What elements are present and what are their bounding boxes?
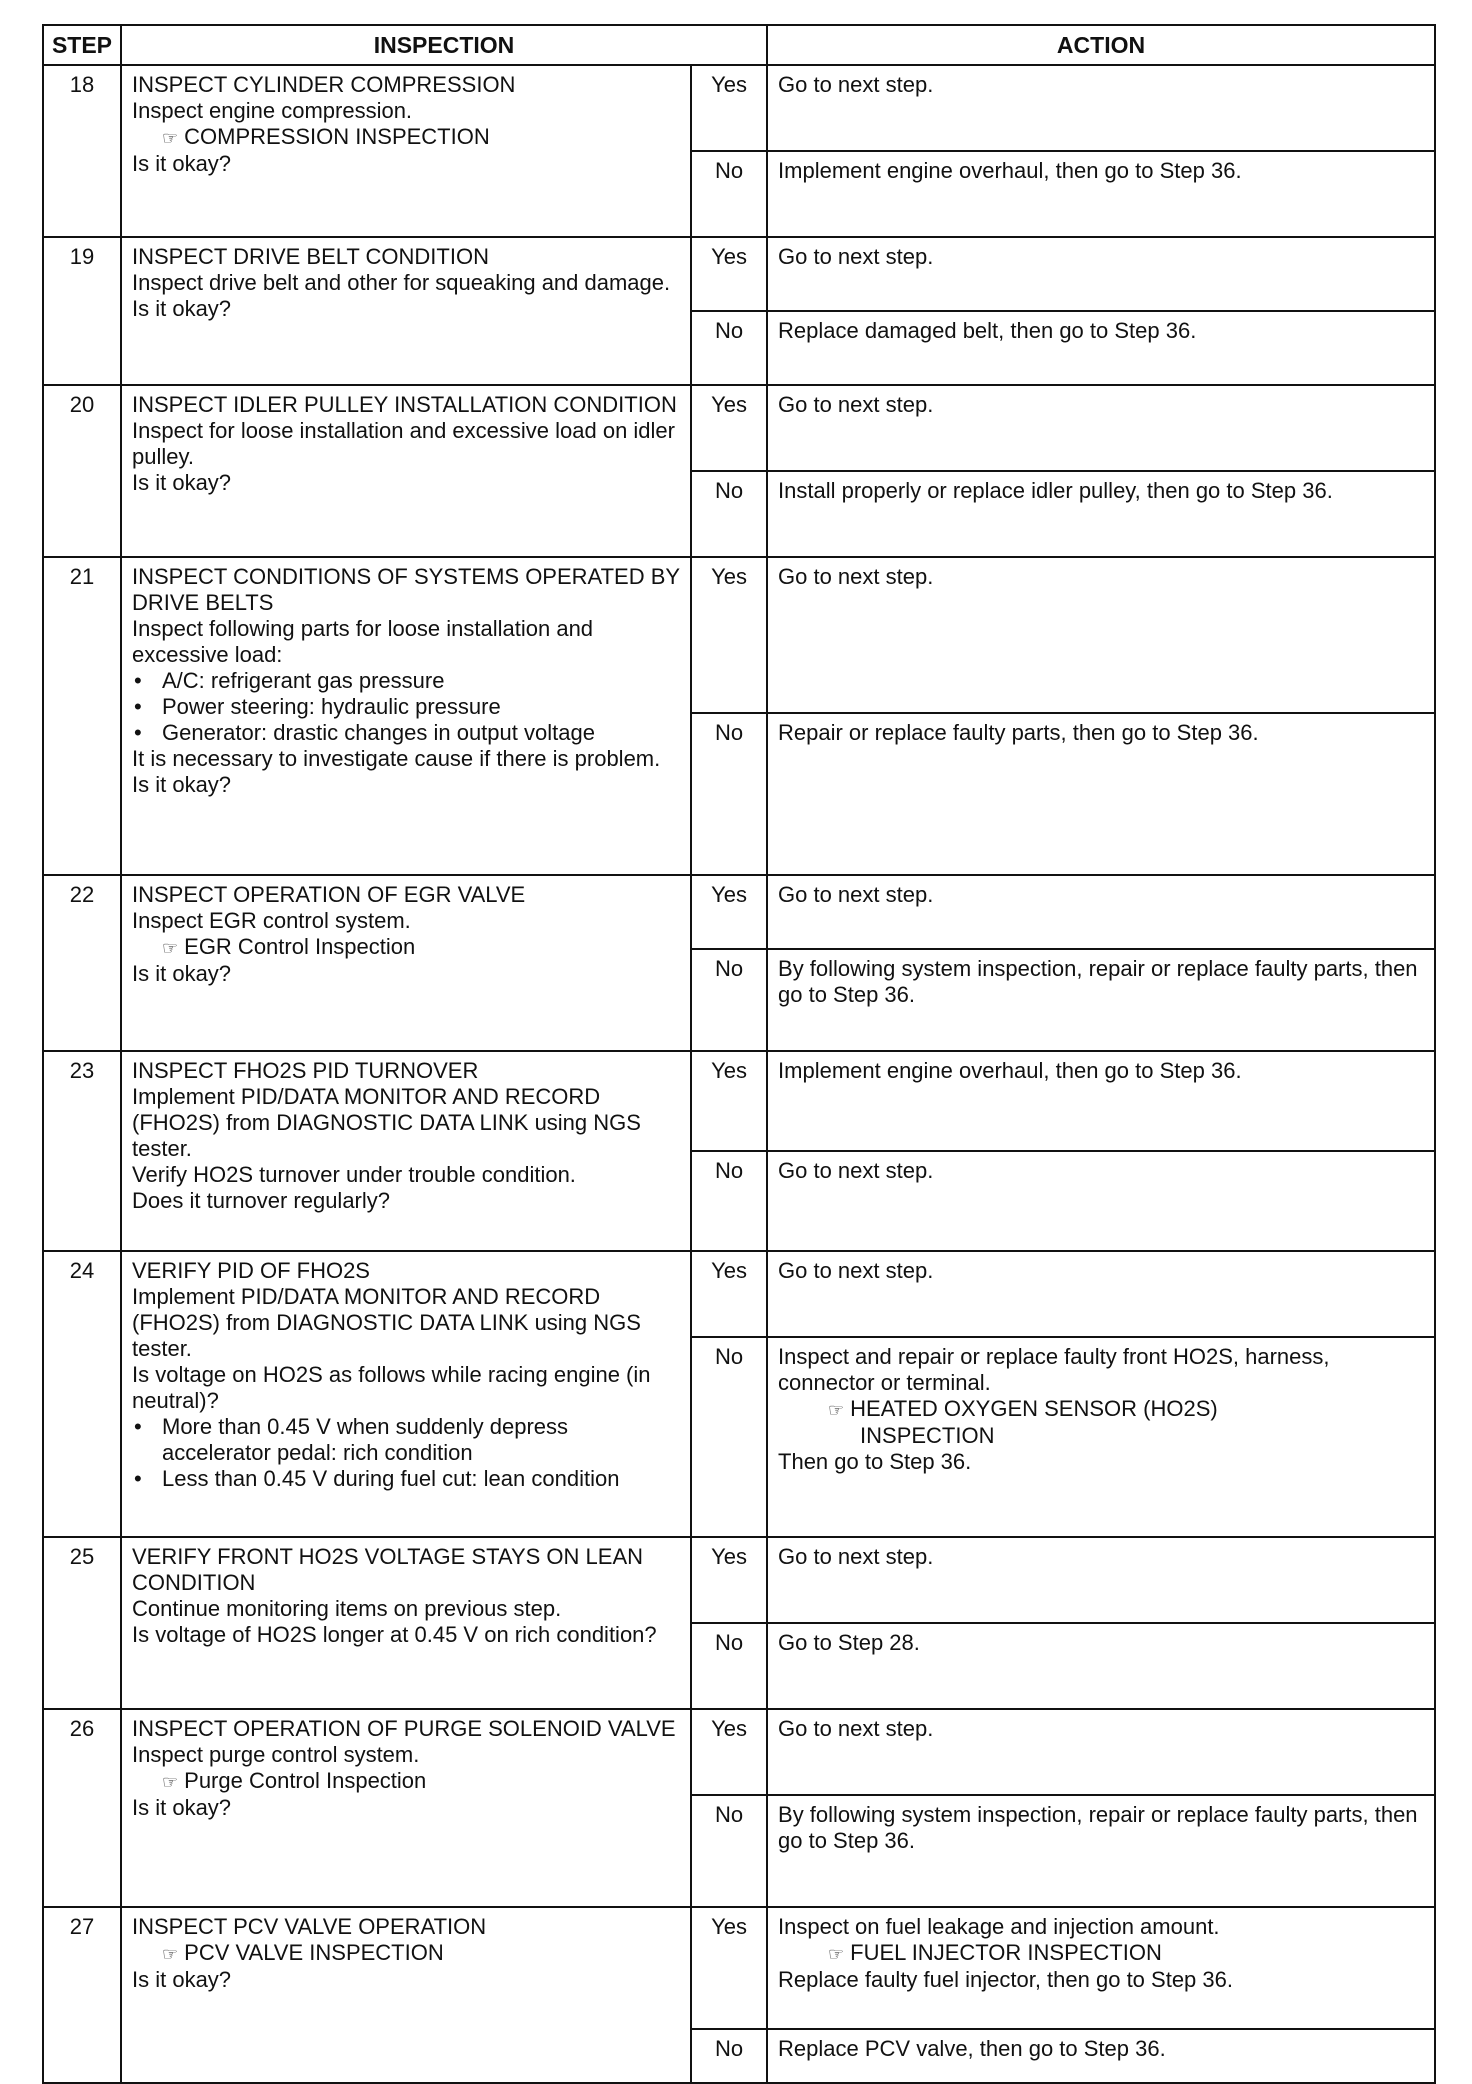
action-text: Go to next step. [778,1158,934,1183]
pointing-hand-icon: ☞ [828,1400,845,1420]
inspection-text: Inspect for loose installation and excessive load on idler pulley. [132,418,682,469]
inspection-text: Inspect purge control system. [132,1742,420,1767]
yes-label: Yes [691,237,767,311]
action-text: Inspect on fuel leakage and injection amount. [778,1914,1220,1939]
action-text: Go to next step. [778,1258,934,1283]
table-row [43,557,1435,713]
no-label: No [691,311,767,385]
action-text: Go to Step 28. [778,1630,920,1655]
yes-label: Yes [691,1251,767,1337]
bullet-icon: • [134,694,142,719]
action-text: Go to next step. [778,1544,934,1569]
action-text: Go to next step. [778,564,934,589]
inspection-text: Inspect following parts for loose installation and excessive load: [132,616,600,667]
reference-label: FUEL INJECTOR INSPECTION [850,1940,1162,1965]
inspection-text: Is voltage of HO2S longer at 0.45 V on rich condition? [132,1622,657,1647]
no-action [767,949,1435,1051]
yes-action [767,385,1435,471]
pointing-hand-icon: ☞ [162,1772,179,1792]
no-label: No [691,471,767,557]
inspection-text: Is it okay? [132,772,232,797]
no-label: No [691,1337,767,1537]
header-inspection: INSPECTION [121,25,767,65]
inspection-title: INSPECT OPERATION OF EGR VALVE [132,882,526,907]
bullet-text: A/C: refrigerant gas pressure [162,668,445,693]
action-text: Replace faulty fuel injector, then go to Step 36. [778,1967,1233,1992]
yes-action [767,557,1435,713]
yes-action [767,1709,1435,1795]
action-text: Implement engine overhaul, then go to Step 36. [778,1058,1242,1083]
action-text: Inspect and repair or replace faulty front HO2S, harness, connector or terminal. [778,1344,1336,1395]
no-action [767,151,1435,237]
action-text: Then go to Step 36. [778,1449,972,1474]
table-row [43,65,1435,151]
action-text: Install properly or replace idler pulley, then go to Step 36. [778,478,1333,503]
no-label: No [691,1623,767,1709]
bullet-text: Less than 0.45 V during fuel cut: lean condition [162,1466,620,1491]
inspection-text: Inspect engine compression. [132,98,413,123]
yes-label: Yes [691,65,767,151]
inspection-title: INSPECT OPERATION OF PURGE SOLENOID VALVE [132,1716,676,1741]
inspection-cell [121,385,691,557]
inspection-text: It is necessary to investigate cause if there is problem. [132,746,661,771]
no-action [767,471,1435,557]
inspection-reference [132,124,680,151]
yes-action [767,1537,1435,1623]
inspection-cell [121,1051,691,1251]
inspection-cell [121,237,691,385]
action-text: By following system inspection, repair or replace faulty parts, then go to Step 36. [778,956,1424,1007]
bullet-icon: • [134,668,142,693]
no-label: No [691,713,767,875]
yes-label: Yes [691,875,767,949]
inspection-text: Is it okay? [132,296,232,321]
yes-action [767,875,1435,949]
diagnostic-procedure-sheet [42,24,1434,2084]
bullet-text: Power steering: hydraulic pressure [162,694,501,719]
step-number: 23 [43,1051,121,1251]
bullet-text: More than 0.45 V when suddenly depress accelerator pedal: rich condition [162,1414,569,1465]
step-number: 18 [43,65,121,237]
yes-label: Yes [691,1907,767,2029]
inspection-cell [121,65,691,237]
action-text: By following system inspection, repair or replace faulty parts, then go to Step 36. [778,1802,1424,1853]
table-row [43,875,1435,949]
step-number: 26 [43,1709,121,1907]
bullet-icon: • [134,1466,142,1491]
step-number: 20 [43,385,121,557]
inspection-text: Is voltage on HO2S as follows while racing engine (in neutral)? [132,1362,657,1413]
bullet-text: Generator: drastic changes in output voltage [162,720,595,745]
action-text: Go to next step. [778,882,934,907]
step-number: 21 [43,557,121,875]
reference-label: HEATED OXYGEN SENSOR (HO2S) [850,1396,1218,1421]
inspection-title: VERIFY FRONT HO2S VOLTAGE STAYS ON LEAN CONDITION [132,1544,644,1595]
no-action [767,1623,1435,1709]
bullet-item [132,668,680,694]
no-label: No [691,1151,767,1251]
yes-action [767,1051,1435,1151]
inspection-reference [132,1768,680,1795]
inspection-text: Is it okay? [132,961,232,986]
action-text: Go to next step. [778,1716,934,1741]
inspection-text: Is it okay? [132,151,232,176]
yes-action [767,65,1435,151]
bullet-item [132,720,680,746]
yes-action [767,1251,1435,1337]
pointing-hand-icon: ☞ [162,128,179,148]
inspection-text: Implement PID/DATA MONITOR AND RECORD (FHO2S) from DIAGNOSTIC DATA LINK using NGS tester. [132,1084,648,1161]
yes-label: Yes [691,557,767,713]
table-row [43,385,1435,471]
inspection-title: VERIFY PID OF FHO2S [132,1258,370,1283]
inspection-text: Implement PID/DATA MONITOR AND RECORD (FHO2S) from DIAGNOSTIC DATA LINK using NGS tester. [132,1284,648,1361]
bullet-item [132,1414,680,1466]
action-text: Go to next step. [778,72,934,97]
reference-label: EGR Control Inspection [184,934,416,959]
table-header-row [43,25,1435,65]
action-text: Repair or replace faulty parts, then go to Step 36. [778,720,1259,745]
inspection-text: Inspect drive belt and other for squeaking and damage. [132,270,671,295]
table-row [43,1709,1435,1795]
no-action [767,1151,1435,1251]
action-text: Go to next step. [778,244,934,269]
table-row [43,237,1435,311]
inspection-text: Verify HO2S turnover under trouble condition. [132,1162,576,1187]
pointing-hand-icon: ☞ [162,938,179,958]
step-number: 19 [43,237,121,385]
inspection-title: INSPECT IDLER PULLEY INSTALLATION CONDITION [132,392,677,417]
yes-label: Yes [691,1051,767,1151]
table-row [43,1051,1435,1151]
yes-label: Yes [691,1709,767,1795]
step-number: 25 [43,1537,121,1709]
bullet-item [132,694,680,720]
inspection-cell [121,1537,691,1709]
inspection-cell [121,557,691,875]
no-action [767,1337,1435,1537]
yes-action [767,237,1435,311]
reference-label: COMPRESSION INSPECTION [184,124,490,149]
bullet-icon: • [134,1414,142,1439]
inspection-cell [121,875,691,1051]
table-row [43,1537,1435,1623]
reference-label-continued: INSPECTION [860,1423,995,1448]
inspection-title: INSPECT CYLINDER COMPRESSION [132,72,516,97]
action-text: Replace PCV valve, then go to Step 36. [778,2036,1166,2061]
no-label: No [691,151,767,237]
no-action [767,1795,1435,1907]
table-body [43,65,1435,2083]
action-text: Replace damaged belt, then go to Step 36. [778,318,1197,343]
no-action [767,713,1435,875]
inspection-cell [121,1709,691,1907]
pointing-hand-icon: ☞ [162,1944,179,1964]
inspection-text: Inspect EGR control system. [132,908,411,933]
no-action [767,311,1435,385]
step-number: 27 [43,1907,121,2083]
header-step: STEP [43,25,121,65]
bullet-icon: • [134,720,142,745]
diagnostic-table [42,24,1436,2084]
no-action [767,2029,1435,2083]
yes-action [767,1907,1435,2029]
step-number: 22 [43,875,121,1051]
yes-label: Yes [691,385,767,471]
inspection-text: Does it turnover regularly? [132,1188,391,1213]
no-label: No [691,2029,767,2083]
inspection-text: Is it okay? [132,470,232,495]
inspection-title: INSPECT DRIVE BELT CONDITION [132,244,489,269]
step-number: 24 [43,1251,121,1537]
inspection-title: INSPECT PCV VALVE OPERATION [132,1914,487,1939]
inspection-reference [132,1940,680,1967]
action-reference [778,1940,1424,1967]
action-text: Implement engine overhaul, then go to Step 36. [778,158,1242,183]
pointing-hand-icon: ☞ [828,1944,845,1964]
action-text: Go to next step. [778,392,934,417]
table-row [43,1907,1435,2029]
reference-label: PCV VALVE INSPECTION [184,1940,444,1965]
action-reference [778,1396,1424,1423]
inspection-title: INSPECT CONDITIONS OF SYSTEMS OPERATED BY DRIVE BELTS [132,564,680,615]
inspection-text: Continue monitoring items on previous step. [132,1596,562,1621]
inspection-cell [121,1907,691,2083]
inspection-cell [121,1251,691,1537]
inspection-title: INSPECT FHO2S PID TURNOVER [132,1058,479,1083]
inspection-text: Is it okay? [132,1795,232,1820]
table-row [43,1251,1435,1337]
no-label: No [691,949,767,1051]
inspection-text: Is it okay? [132,1967,232,1992]
reference-label: Purge Control Inspection [184,1768,427,1793]
yes-label: Yes [691,1537,767,1623]
bullet-item [132,1466,680,1492]
header-action: ACTION [767,25,1435,65]
no-label: No [691,1795,767,1907]
inspection-reference [132,934,680,961]
